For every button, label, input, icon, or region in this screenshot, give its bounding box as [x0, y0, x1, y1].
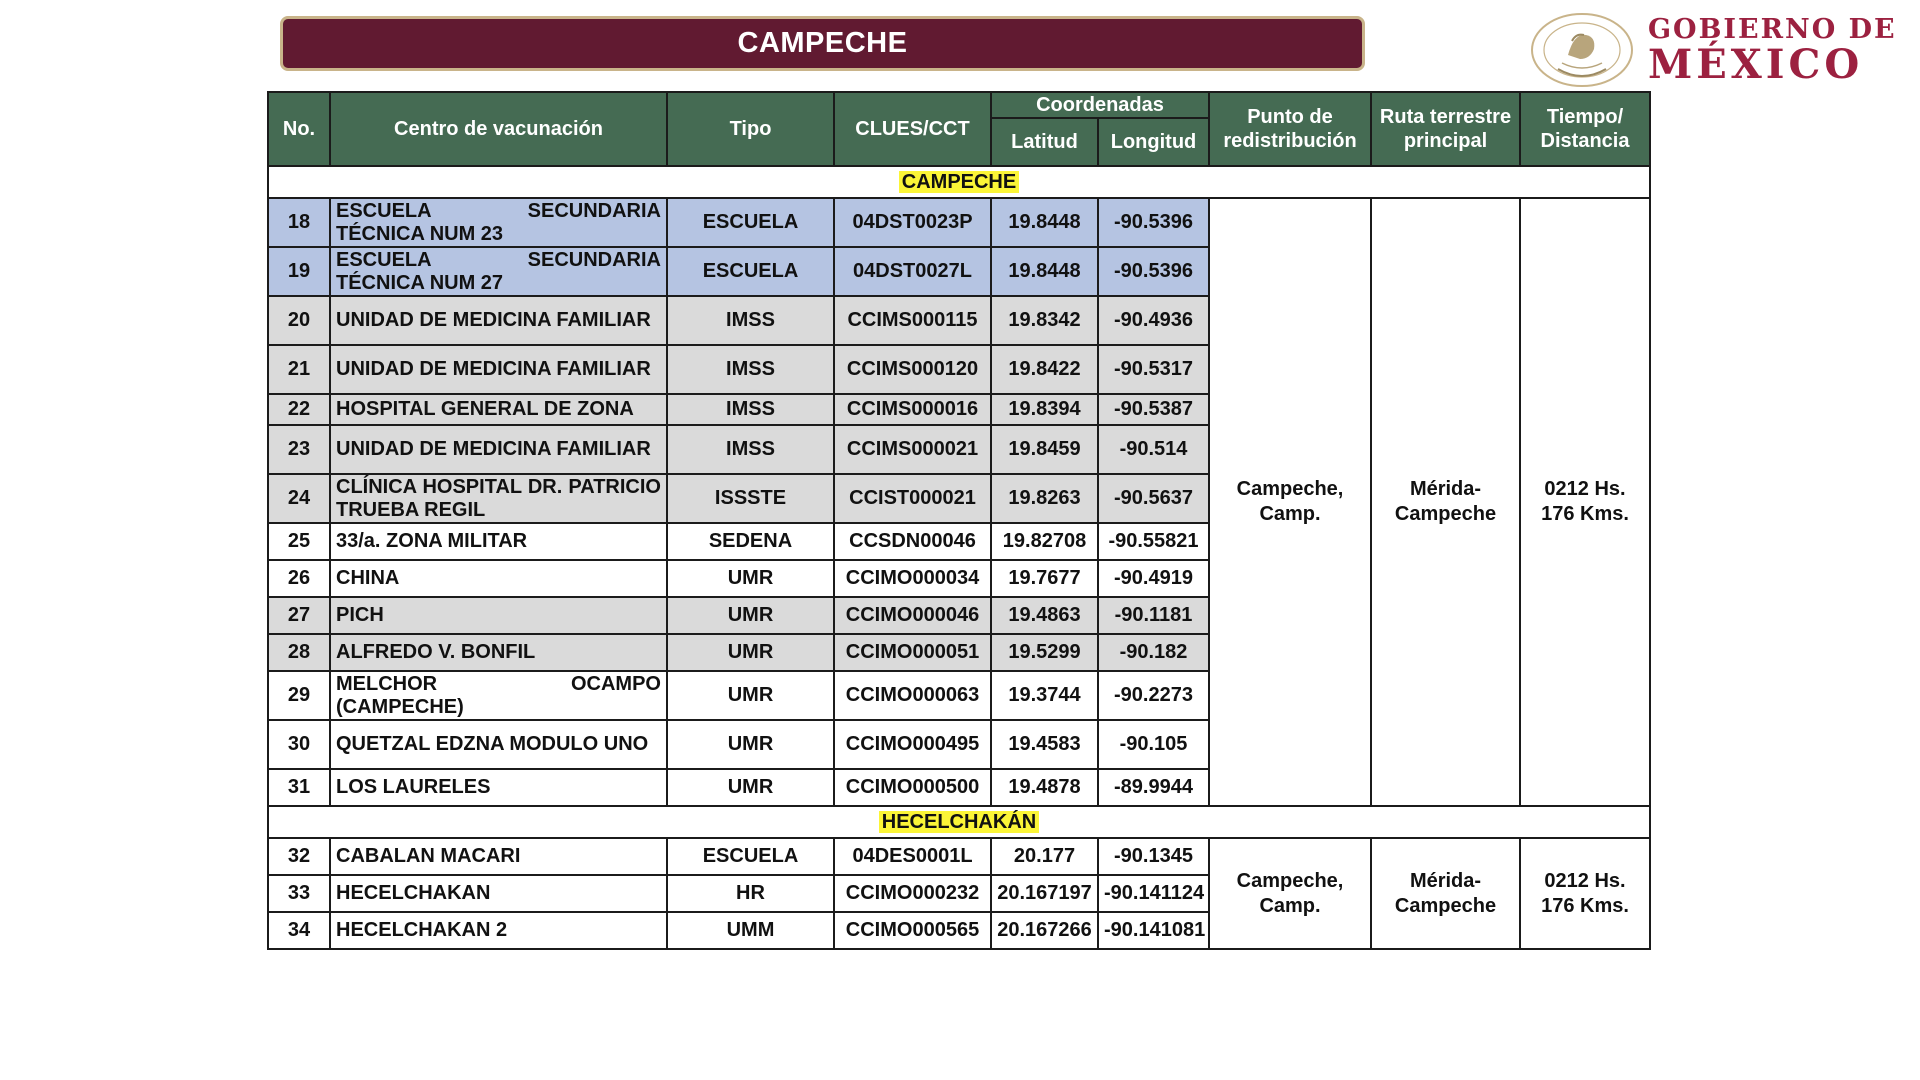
center-name: LOS LAURELES — [330, 769, 667, 806]
center-name: ALFREDO V. BONFIL — [330, 634, 667, 671]
clues-code: 04DST0023P — [834, 198, 991, 247]
clues-code: CCIMO000034 — [834, 560, 991, 597]
latitude-value: 20.167266 — [991, 912, 1098, 949]
longitude-value: -90.5637 — [1098, 474, 1209, 523]
latitude-value: 19.4863 — [991, 597, 1098, 634]
page-title: CAMPECHE — [737, 27, 908, 59]
redistribution-point: Campeche, Camp. — [1209, 838, 1371, 949]
center-type: ESCUELA — [667, 838, 834, 875]
page-title-banner — [280, 16, 1365, 71]
latitude-value: 19.4878 — [991, 769, 1098, 806]
latitude-value: 19.8263 — [991, 474, 1098, 523]
time-distance: 0212 Hs. 176 Kms. — [1520, 198, 1650, 806]
center-type: UMR — [667, 769, 834, 806]
center-name: UNIDAD DE MEDICINA FAMILIAR — [330, 296, 667, 345]
center-name: CABALAN MACARI — [330, 838, 667, 875]
main-route: Mérida- Campeche — [1371, 198, 1520, 806]
clues-code: CCIMS000021 — [834, 425, 991, 474]
clues-code: CCIMO000232 — [834, 875, 991, 912]
center-name: HECELCHAKAN — [330, 875, 667, 912]
latitude-value: 19.5299 — [991, 634, 1098, 671]
center-type: UMR — [667, 597, 834, 634]
clues-code: CCIMO000565 — [834, 912, 991, 949]
longitude-value: -89.9944 — [1098, 769, 1209, 806]
longitude-value: -90.182 — [1098, 634, 1209, 671]
center-name: UNIDAD DE MEDICINA FAMILIAR — [330, 345, 667, 394]
latitude-value: 19.8448 — [991, 198, 1098, 247]
latitude-value: 19.8394 — [991, 394, 1098, 425]
longitude-value: -90.5396 — [1098, 247, 1209, 296]
logo-line-1: GOBIERNO DE — [1648, 13, 1897, 45]
latitude-value: 19.8459 — [991, 425, 1098, 474]
row-number: 33 — [268, 875, 330, 912]
header-type: Tipo — [667, 92, 834, 166]
center-name: QUETZAL EDZNA MODULO UNO — [330, 720, 667, 769]
clues-code: CCIMO000500 — [834, 769, 991, 806]
longitude-value: -90.4936 — [1098, 296, 1209, 345]
header-time-distance: Tiempo/ Distancia — [1520, 92, 1650, 166]
row-number: 18 — [268, 198, 330, 247]
longitude-value: -90.1181 — [1098, 597, 1209, 634]
national-seal-icon — [1528, 11, 1636, 89]
latitude-value: 19.8422 — [991, 345, 1098, 394]
row-number: 30 — [268, 720, 330, 769]
longitude-value: -90.105 — [1098, 720, 1209, 769]
latitude-value: 19.8448 — [991, 247, 1098, 296]
center-type: UMM — [667, 912, 834, 949]
section-name: CAMPECHE — [899, 171, 1019, 193]
row-number: 27 — [268, 597, 330, 634]
row-number: 32 — [268, 838, 330, 875]
center-type: ISSSTE — [667, 474, 834, 523]
center-type: IMSS — [667, 425, 834, 474]
header-main-route: Ruta terrestre principal — [1371, 92, 1520, 166]
latitude-value: 19.3744 — [991, 671, 1098, 720]
section-header-cell — [268, 806, 1650, 838]
center-name: MELCHOR OCAMPO (CAMPECHE) — [330, 671, 667, 720]
section-name: HECELCHAKÁN — [879, 811, 1039, 833]
latitude-value: 19.8342 — [991, 296, 1098, 345]
center-name: PICH — [330, 597, 667, 634]
center-type: SEDENA — [667, 523, 834, 560]
header-latitude: Latitud — [991, 118, 1098, 166]
latitude-value: 20.167197 — [991, 875, 1098, 912]
main-route: Mérida- Campeche — [1371, 838, 1520, 949]
center-name: 33/a. ZONA MILITAR — [330, 523, 667, 560]
vaccination-centers-table — [267, 91, 1651, 950]
row-number: 24 — [268, 474, 330, 523]
longitude-value: -90.55821 — [1098, 523, 1209, 560]
header-longitude: Longitud — [1098, 118, 1209, 166]
clues-code: CCIMO000063 — [834, 671, 991, 720]
clues-code: CCIMO000051 — [834, 634, 991, 671]
longitude-value: -90.514 — [1098, 425, 1209, 474]
section-row — [268, 806, 1650, 838]
clues-code: CCIMO000046 — [834, 597, 991, 634]
longitude-value: -90.4919 — [1098, 560, 1209, 597]
table-row — [268, 838, 1650, 875]
clues-code: CCIMS000115 — [834, 296, 991, 345]
center-name: CLÍNICA HOSPITAL DR. PATRICIO TRUEBA REGIL — [330, 474, 667, 523]
center-name: ESCUELA SECUNDARIA TÉCNICA NUM 23 — [330, 198, 667, 247]
row-number: 19 — [268, 247, 330, 296]
latitude-value: 19.82708 — [991, 523, 1098, 560]
center-type: HR — [667, 875, 834, 912]
row-number: 28 — [268, 634, 330, 671]
latitude-value: 19.7677 — [991, 560, 1098, 597]
gobierno-de-mexico-logo — [1528, 8, 1908, 92]
clues-code: CCSDN00046 — [834, 523, 991, 560]
longitude-value: -90.2273 — [1098, 671, 1209, 720]
longitude-value: -90.5396 — [1098, 198, 1209, 247]
clues-code: 04DES0001L — [834, 838, 991, 875]
clues-code: CCIMS000016 — [834, 394, 991, 425]
clues-code: CCIMO000495 — [834, 720, 991, 769]
longitude-value: -90.5317 — [1098, 345, 1209, 394]
row-number: 22 — [268, 394, 330, 425]
center-type: ESCUELA — [667, 198, 834, 247]
longitude-value: -90.1345 — [1098, 838, 1209, 875]
row-number: 29 — [268, 671, 330, 720]
clues-code: CCIST000021 — [834, 474, 991, 523]
center-type: IMSS — [667, 394, 834, 425]
latitude-value: 19.4583 — [991, 720, 1098, 769]
header-redistribution-point: Punto de redistribución — [1209, 92, 1371, 166]
row-number: 20 — [268, 296, 330, 345]
center-name: HECELCHAKAN 2 — [330, 912, 667, 949]
center-type: UMR — [667, 634, 834, 671]
table-row — [268, 198, 1650, 247]
row-number: 23 — [268, 425, 330, 474]
center-type: UMR — [667, 720, 834, 769]
section-header-cell — [268, 166, 1650, 198]
section-row — [268, 166, 1650, 198]
longitude-value: -90.5387 — [1098, 394, 1209, 425]
header-clues: CLUES/CCT — [834, 92, 991, 166]
row-number: 26 — [268, 560, 330, 597]
center-type: UMR — [667, 560, 834, 597]
row-number: 31 — [268, 769, 330, 806]
header-coordinates: Coordenadas — [991, 92, 1209, 118]
center-type: IMSS — [667, 296, 834, 345]
time-distance: 0212 Hs. 176 Kms. — [1520, 838, 1650, 949]
center-type: ESCUELA — [667, 247, 834, 296]
header-no: No. — [268, 92, 330, 166]
center-name: HOSPITAL GENERAL DE ZONA — [330, 394, 667, 425]
center-type: IMSS — [667, 345, 834, 394]
longitude-value: -90.141124 — [1098, 875, 1209, 912]
longitude-value: -90.141081 — [1098, 912, 1209, 949]
clues-code: CCIMS000120 — [834, 345, 991, 394]
redistribution-point: Campeche, Camp. — [1209, 198, 1371, 806]
clues-code: 04DST0027L — [834, 247, 991, 296]
latitude-value: 20.177 — [991, 838, 1098, 875]
row-number: 21 — [268, 345, 330, 394]
center-type: UMR — [667, 671, 834, 720]
row-number: 34 — [268, 912, 330, 949]
logo-line-2: MÉXICO — [1648, 40, 1864, 88]
row-number: 25 — [268, 523, 330, 560]
center-name: ESCUELA SECUNDARIA TÉCNICA NUM 27 — [330, 247, 667, 296]
header-center: Centro de vacunación — [330, 92, 667, 166]
center-name: UNIDAD DE MEDICINA FAMILIAR — [330, 425, 667, 474]
center-name: CHINA — [330, 560, 667, 597]
